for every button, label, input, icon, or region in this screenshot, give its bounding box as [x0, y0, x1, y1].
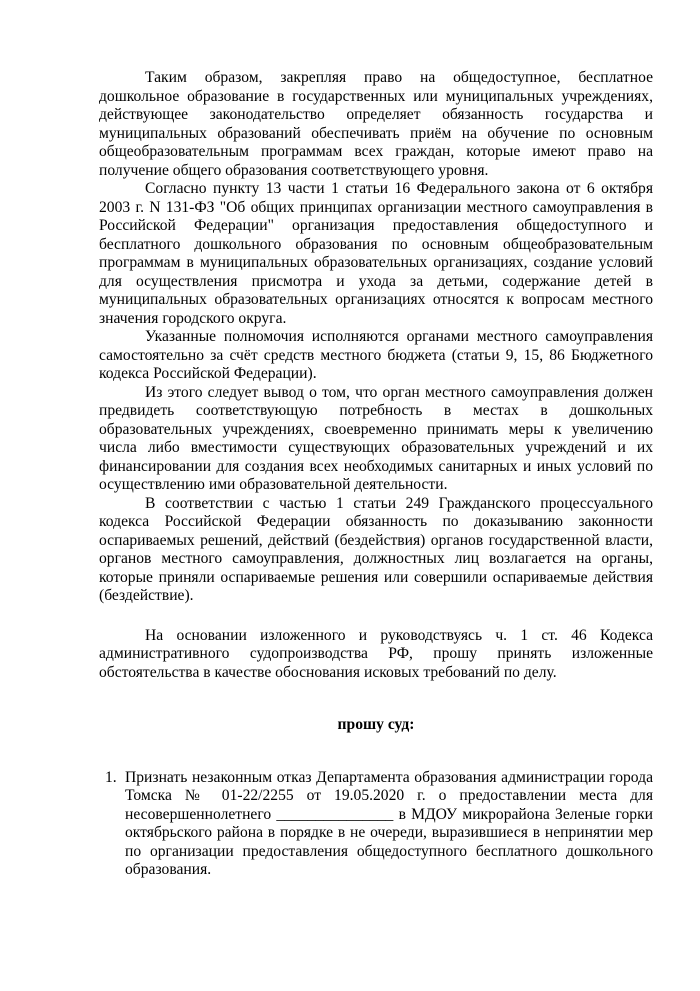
document-body: [99, 69, 653, 880]
request-item-number: 1.: [105, 768, 117, 786]
paragraph-local-budget: Указанные полномочия исполняются органами местного самоуправления самостоятельно за счёт средств местного бюджета (статьи 9, 15, 86 Бюджетного кодекса Российской Федерации).: [99, 328, 653, 382]
request-item-text: Признать незаконным отказ Департамента образования администрации города Томска № 01-22/2255 от 19.05.2020 г. о предоставлении места для несовершеннолетнего _______________ в МДОУ микрорайона Зеленые горки октябрьского района в порядке в не очереди, выразившиеся в непринятии мер по организации предоставления общедоступного бесплатного дошкольного образования.: [125, 768, 653, 878]
request-list: [99, 769, 653, 880]
paragraph-burden-of-proof: В соответствии с частью 1 статьи 249 Гражданского процессуального кодекса Российской Федерации обязанность по доказыванию законности оспариваемых решений, действий (бездействия) органов государственной власти, органов местного самоуправления, должностных лиц возлагается на органы, которые приняли оспариваемые решения или совершили оспариваемые действия (бездействие).: [99, 494, 653, 604]
paragraph-obligation: Таким образом, закрепляя право на общедоступное, бесплатное дошкольное образование в государственных или муниципальных учреждениях, действующее законодательство определяет обязанность государства и муниципальных образований обеспечивать приём на обучение по основным общеобразовательным программам всех граждан, которые имеют право на получение общего образования соответствующего уровня.: [99, 69, 653, 179]
spacer: [99, 606, 653, 627]
spacer: [99, 735, 653, 769]
paragraph-conclusion: Из этого следует вывод о том, что орган местного самоуправления должен предвидеть соответствующую потребность в местах в дошкольных образовательных учреждениях, своевременно принимать меры к увеличению числа либо вместимости существующих образовательных учреждений и их финансировании для создания всех необходимых санитарных и иных условий по осуществлению ими образовательной деятельности.: [99, 383, 653, 493]
paragraph-federal-law-131: Согласно пункту 13 части 1 статьи 16 Федерального закона от 6 октября 2003 г. N 131-ФЗ "Об общих принципах организации местного самоуправления в Российской Федерации" организация предоставления общедоступного и бесплатного дошкольного образования по основным общеобразовательным программам в муниципальных образовательных организациях, создание условий для осуществления присмотра и ухода за детьми, содержание детей в муниципальных образовательных организациях относятся к вопросам местного значения городского округа.: [99, 180, 653, 327]
request-heading: прошу суд:: [337, 716, 415, 733]
paragraph-basis: На основании изложенного и руководствуясь ч. 1 ст. 46 Кодекса административного судопроизводства РФ, прошу принять изложенные обстоятельства в качестве обоснования исковых требований по делу.: [99, 626, 653, 681]
request-item: [99, 769, 653, 880]
spacer: [99, 682, 653, 716]
